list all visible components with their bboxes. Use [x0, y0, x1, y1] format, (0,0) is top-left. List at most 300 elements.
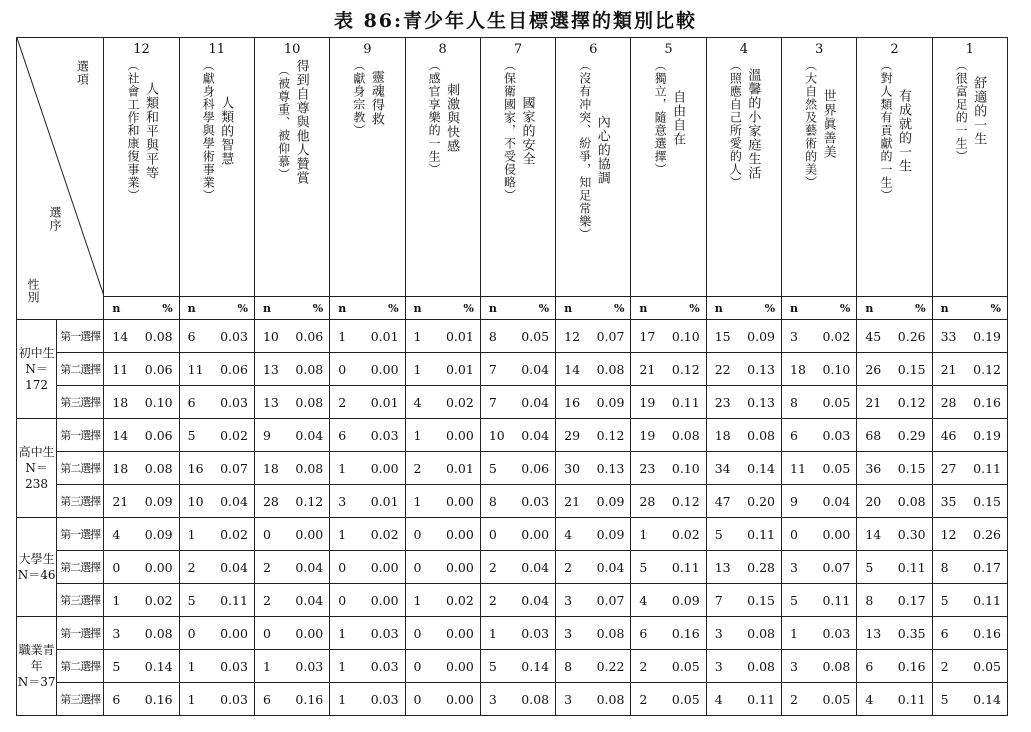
count-cell: 14	[857, 518, 889, 551]
corner-diagonal	[17, 38, 104, 318]
percent-cell: 0.03	[211, 650, 254, 683]
option-number: 11	[208, 42, 226, 57]
percent-cell: 0.08	[287, 452, 330, 485]
percent-cell: 0.10	[663, 452, 706, 485]
option-text	[631, 59, 705, 176]
count-cell: 4	[405, 386, 437, 419]
rank-label: 第一選擇	[57, 518, 104, 551]
count-cell: 3	[556, 584, 588, 617]
percent-cell: 0.04	[512, 353, 555, 386]
table-row	[17, 518, 1008, 551]
count-cell: 2	[631, 683, 663, 716]
percent-cell: 0.16	[287, 683, 330, 716]
percent-cell: 0.12	[588, 419, 631, 452]
count-cell: 4	[104, 518, 136, 551]
n-header: n	[631, 297, 663, 320]
option-number: 2	[890, 42, 899, 57]
percent-cell: 0.00	[362, 452, 405, 485]
count-cell: 0	[480, 518, 512, 551]
percent-cell: 0.08	[136, 617, 179, 650]
count-cell: 1	[330, 320, 362, 353]
n-header: n	[104, 297, 136, 320]
percent-cell: 0.12	[663, 353, 706, 386]
percent-cell: 0.02	[211, 419, 254, 452]
count-cell: 6	[932, 617, 964, 650]
option-number: 10	[283, 42, 301, 57]
count-cell: 2	[330, 386, 362, 419]
pct-header: %	[814, 297, 857, 320]
option-sub-label: （獻身科學與學術事業）	[201, 59, 216, 202]
percent-cell: 0.10	[814, 353, 857, 386]
percent-cell: 0.01	[362, 320, 405, 353]
count-cell: 16	[556, 386, 588, 419]
option-sub-label: （獨立，隨意選擇）	[653, 59, 668, 176]
table-row	[17, 617, 1008, 650]
count-cell: 11	[782, 452, 814, 485]
percent-cell: 0.08	[889, 485, 932, 518]
table-row	[17, 551, 1008, 584]
percent-cell: 0.07	[588, 584, 631, 617]
percent-cell: 0.14	[136, 650, 179, 683]
count-cell: 18	[254, 452, 286, 485]
percent-cell: 0.01	[437, 320, 480, 353]
percent-cell: 0.17	[964, 551, 1007, 584]
rank-label: 第三選擇	[57, 485, 104, 518]
percent-cell: 0.00	[512, 518, 555, 551]
count-cell: 4	[857, 683, 889, 716]
percent-cell: 0.17	[889, 584, 932, 617]
corner-cell	[17, 38, 104, 320]
option-number: 1	[965, 42, 974, 57]
n-header: n	[179, 297, 211, 320]
comparison-table	[16, 37, 1008, 716]
option-label: 得到自尊與他人贊賞	[293, 59, 309, 185]
percent-cell: 0.09	[136, 485, 179, 518]
percent-cell: 0.08	[738, 419, 781, 452]
count-cell: 3	[556, 683, 588, 716]
count-cell: 22	[706, 353, 738, 386]
percent-cell: 0.06	[136, 419, 179, 452]
count-cell: 36	[857, 452, 889, 485]
option-text	[857, 59, 931, 202]
option-number: 3	[815, 42, 824, 57]
count-cell: 4	[556, 518, 588, 551]
count-cell: 13	[254, 386, 286, 419]
percent-cell: 0.00	[287, 518, 330, 551]
option-text	[330, 59, 404, 137]
count-cell: 14	[556, 353, 588, 386]
count-cell: 2	[179, 551, 211, 584]
count-cell: 18	[104, 452, 136, 485]
percent-cell: 0.03	[814, 419, 857, 452]
percent-cell: 0.15	[738, 584, 781, 617]
table-row	[17, 452, 1008, 485]
count-cell: 35	[932, 485, 964, 518]
count-cell: 1	[254, 650, 286, 683]
count-cell: 1	[405, 485, 437, 518]
percent-cell: 0.01	[437, 452, 480, 485]
option-sub-label: （被尊重、被仰慕）	[276, 63, 291, 181]
count-cell: 1	[405, 419, 437, 452]
percent-cell: 0.02	[437, 386, 480, 419]
percent-cell: 0.03	[362, 617, 405, 650]
percent-cell: 0.06	[512, 452, 555, 485]
percent-cell: 0.16	[964, 617, 1007, 650]
count-cell: 1	[330, 452, 362, 485]
percent-cell: 0.14	[512, 650, 555, 683]
rank-label: 第三選擇	[57, 683, 104, 716]
count-cell: 17	[631, 320, 663, 353]
percent-cell: 0.08	[512, 683, 555, 716]
option-text	[782, 59, 856, 189]
count-cell: 16	[179, 452, 211, 485]
percent-cell: 0.11	[738, 518, 781, 551]
corner-options-label: 選項	[75, 60, 90, 86]
count-cell: 8	[932, 551, 964, 584]
option-number: 5	[664, 42, 673, 57]
percent-cell: 0.08	[814, 650, 857, 683]
count-cell: 1	[405, 584, 437, 617]
pct-header: %	[588, 297, 631, 320]
percent-cell: 0.09	[588, 518, 631, 551]
count-cell: 8	[782, 386, 814, 419]
count-cell: 18	[706, 419, 738, 452]
percent-cell: 0.00	[437, 419, 480, 452]
count-cell: 0	[330, 353, 362, 386]
percent-cell: 0.00	[136, 551, 179, 584]
count-cell: 21	[932, 353, 964, 386]
count-cell: 12	[932, 518, 964, 551]
group-name: 高中生	[18, 445, 55, 459]
percent-cell: 0.08	[287, 386, 330, 419]
option-header-3	[782, 38, 857, 297]
percent-cell: 0.26	[889, 320, 932, 353]
count-cell: 8	[857, 584, 889, 617]
percent-cell: 0.05	[814, 386, 857, 419]
table-row	[17, 320, 1008, 353]
count-cell: 5	[631, 551, 663, 584]
count-cell: 10	[480, 419, 512, 452]
percent-cell: 0.00	[362, 353, 405, 386]
option-header-7	[480, 38, 555, 297]
percent-cell: 0.10	[663, 320, 706, 353]
option-number: 6	[589, 42, 598, 57]
percent-cell: 0.01	[437, 353, 480, 386]
count-cell: 6	[179, 386, 211, 419]
count-cell: 0	[405, 650, 437, 683]
count-cell: 21	[104, 485, 136, 518]
count-cell: 0	[254, 617, 286, 650]
count-cell: 9	[782, 485, 814, 518]
count-cell: 0	[179, 617, 211, 650]
percent-cell: 0.00	[437, 683, 480, 716]
count-cell: 12	[556, 320, 588, 353]
percent-cell: 0.03	[287, 650, 330, 683]
percent-cell: 0.09	[738, 320, 781, 353]
pct-header: %	[964, 297, 1007, 320]
percent-cell: 0.15	[964, 485, 1007, 518]
count-cell: 10	[254, 320, 286, 353]
count-cell: 28	[631, 485, 663, 518]
option-text	[180, 59, 254, 202]
percent-cell: 0.03	[362, 419, 405, 452]
percent-cell: 0.03	[362, 683, 405, 716]
table-row	[17, 650, 1008, 683]
corner-gender-label: 性別	[26, 278, 40, 304]
pct-header: %	[437, 297, 480, 320]
percent-cell: 0.00	[437, 617, 480, 650]
percent-cell: 0.30	[889, 518, 932, 551]
percent-cell: 0.04	[512, 584, 555, 617]
count-cell: 2	[480, 584, 512, 617]
percent-cell: 0.04	[588, 551, 631, 584]
count-cell: 3	[330, 485, 362, 518]
count-cell: 5	[857, 551, 889, 584]
count-cell: 3	[706, 650, 738, 683]
count-cell: 0	[254, 518, 286, 551]
option-sub-label: （獻身宗教）	[351, 59, 366, 137]
count-cell: 29	[556, 419, 588, 452]
percent-cell: 0.05	[964, 650, 1007, 683]
pct-header: %	[738, 297, 781, 320]
percent-cell: 0.09	[663, 584, 706, 617]
table-row	[17, 485, 1008, 518]
percent-cell: 0.11	[964, 452, 1007, 485]
option-text	[406, 59, 480, 176]
count-cell: 18	[104, 386, 136, 419]
count-cell: 2	[405, 452, 437, 485]
percent-cell: 0.01	[362, 485, 405, 518]
option-sub-label: （照應自己所愛的人）	[728, 59, 743, 189]
percent-cell: 0.13	[588, 452, 631, 485]
option-header-10	[254, 38, 329, 297]
percent-cell: 0.08	[136, 320, 179, 353]
percent-cell: 0.06	[211, 353, 254, 386]
percent-cell: 0.00	[437, 650, 480, 683]
percent-cell: 0.11	[211, 584, 254, 617]
count-cell: 7	[706, 584, 738, 617]
percent-cell: 0.08	[588, 617, 631, 650]
count-cell: 0	[782, 518, 814, 551]
rank-label: 第二選擇	[57, 650, 104, 683]
percent-cell: 0.11	[889, 551, 932, 584]
percent-cell: 0.04	[814, 485, 857, 518]
percent-cell: 0.11	[964, 584, 1007, 617]
count-cell: 46	[932, 419, 964, 452]
option-text	[481, 59, 555, 202]
percent-cell: 0.04	[211, 551, 254, 584]
option-label: 靈魂得救	[368, 70, 384, 126]
n-header: n	[782, 297, 814, 320]
count-cell: 5	[104, 650, 136, 683]
percent-cell: 0.08	[663, 419, 706, 452]
rank-label: 第一選擇	[57, 320, 104, 353]
percent-cell: 0.08	[738, 617, 781, 650]
percent-cell: 0.05	[814, 452, 857, 485]
percent-cell: 0.05	[512, 320, 555, 353]
count-cell: 6	[330, 419, 362, 452]
percent-cell: 0.08	[738, 650, 781, 683]
percent-cell: 0.09	[136, 518, 179, 551]
percent-cell: 0.00	[362, 551, 405, 584]
count-cell: 1	[480, 617, 512, 650]
page-title: 表 86:青少年人生目標選擇的類別比較	[333, 10, 698, 32]
count-cell: 15	[706, 320, 738, 353]
count-cell: 1	[330, 617, 362, 650]
count-cell: 2	[631, 650, 663, 683]
percent-cell: 0.11	[738, 683, 781, 716]
count-cell: 3	[104, 617, 136, 650]
percent-cell: 0.12	[287, 485, 330, 518]
percent-cell: 0.00	[437, 551, 480, 584]
percent-cell: 0.03	[814, 617, 857, 650]
count-cell: 47	[706, 485, 738, 518]
option-number: 9	[363, 42, 372, 57]
group-name: 初中生	[18, 346, 55, 360]
count-cell: 1	[405, 353, 437, 386]
count-cell: 19	[631, 419, 663, 452]
option-header-11	[179, 38, 254, 297]
count-cell: 45	[857, 320, 889, 353]
rank-label: 第一選擇	[57, 419, 104, 452]
percent-cell: 0.11	[663, 551, 706, 584]
table-row	[17, 584, 1008, 617]
option-text	[255, 59, 329, 185]
n-header: n	[556, 297, 588, 320]
count-cell: 0	[405, 617, 437, 650]
pct-header: %	[136, 297, 179, 320]
group-size: N＝172	[25, 362, 49, 392]
percent-cell: 0.00	[814, 518, 857, 551]
option-label: 人類的智慧	[218, 95, 234, 166]
group-name: 大學生	[18, 552, 55, 566]
count-cell: 13	[706, 551, 738, 584]
rank-label: 第三選擇	[57, 386, 104, 419]
count-cell: 3	[706, 617, 738, 650]
count-cell: 6	[857, 650, 889, 683]
option-label: 刺激與快感	[444, 82, 460, 153]
count-cell: 21	[556, 485, 588, 518]
count-cell: 5	[179, 584, 211, 617]
percent-cell: 0.04	[287, 419, 330, 452]
pct-header: %	[889, 297, 932, 320]
table-row	[17, 683, 1008, 716]
count-cell: 1	[104, 584, 136, 617]
option-sub-label: （沒有冲突、紛爭，知足常樂）	[577, 59, 592, 241]
percent-cell: 0.29	[889, 419, 932, 452]
percent-cell: 0.07	[814, 551, 857, 584]
percent-cell: 0.03	[211, 683, 254, 716]
option-text	[556, 59, 630, 241]
group-size: N＝46	[17, 568, 56, 582]
percent-cell: 0.19	[964, 320, 1007, 353]
percent-cell: 0.09	[588, 386, 631, 419]
percent-cell: 0.03	[512, 617, 555, 650]
percent-cell: 0.04	[287, 584, 330, 617]
percent-cell: 0.00	[362, 584, 405, 617]
n-header: n	[932, 297, 964, 320]
percent-cell: 0.05	[663, 683, 706, 716]
percent-cell: 0.13	[738, 386, 781, 419]
group-cell	[17, 320, 57, 419]
count-cell: 1	[179, 683, 211, 716]
percent-cell: 0.03	[211, 320, 254, 353]
pct-header: %	[663, 297, 706, 320]
percent-cell: 0.11	[814, 584, 857, 617]
option-sub-label: （感官享樂的一生）	[427, 59, 442, 176]
count-cell: 7	[480, 386, 512, 419]
percent-cell: 0.16	[136, 683, 179, 716]
count-cell: 6	[631, 617, 663, 650]
count-cell: 2	[254, 551, 286, 584]
count-cell: 3	[480, 683, 512, 716]
count-cell: 2	[254, 584, 286, 617]
percent-cell: 0.10	[136, 386, 179, 419]
count-cell: 6	[179, 320, 211, 353]
count-cell: 1	[330, 518, 362, 551]
count-cell: 3	[782, 320, 814, 353]
n-header: n	[405, 297, 437, 320]
count-cell: 13	[254, 353, 286, 386]
count-cell: 18	[782, 353, 814, 386]
option-sub-label: （大自然及藝術的美）	[803, 59, 818, 189]
count-cell: 9	[254, 419, 286, 452]
percent-cell: 0.03	[211, 386, 254, 419]
option-sub-label: （社會工作和康復事業）	[125, 59, 140, 202]
option-label: 世界眞善美	[820, 89, 836, 159]
option-label: 舒適的一生	[971, 76, 987, 146]
option-label: 人類和平與平等	[142, 81, 158, 180]
count-cell: 21	[631, 353, 663, 386]
count-cell: 3	[782, 650, 814, 683]
percent-cell: 0.15	[889, 353, 932, 386]
count-cell: 28	[254, 485, 286, 518]
count-cell: 0	[330, 551, 362, 584]
count-cell: 14	[104, 419, 136, 452]
count-cell: 68	[857, 419, 889, 452]
count-cell: 1	[330, 683, 362, 716]
n-header: n	[330, 297, 362, 320]
count-cell: 1	[330, 650, 362, 683]
percent-cell: 0.12	[889, 386, 932, 419]
count-cell: 0	[405, 683, 437, 716]
count-cell: 28	[932, 386, 964, 419]
option-header-9	[330, 38, 405, 297]
count-cell: 26	[857, 353, 889, 386]
percent-cell: 0.04	[287, 551, 330, 584]
count-cell: 5	[932, 584, 964, 617]
group-size: N＝238	[25, 461, 49, 491]
count-cell: 21	[857, 386, 889, 419]
count-cell: 23	[706, 386, 738, 419]
percent-cell: 0.02	[663, 518, 706, 551]
count-cell: 30	[556, 452, 588, 485]
option-label: 有成就的一生	[895, 88, 911, 173]
count-cell: 2	[932, 650, 964, 683]
count-cell: 0	[104, 551, 136, 584]
option-number: 12	[133, 42, 150, 57]
option-header-8	[405, 38, 480, 297]
option-label: 內心的協調	[594, 115, 610, 185]
count-cell: 0	[330, 584, 362, 617]
rank-label: 第一選擇	[57, 617, 104, 650]
percent-cell: 0.01	[362, 386, 405, 419]
count-cell: 3	[782, 551, 814, 584]
percent-cell: 0.02	[362, 518, 405, 551]
percent-cell: 0.04	[211, 485, 254, 518]
count-cell: 5	[782, 584, 814, 617]
option-sub-label: （對人類有貢獻的一生）	[878, 59, 893, 202]
